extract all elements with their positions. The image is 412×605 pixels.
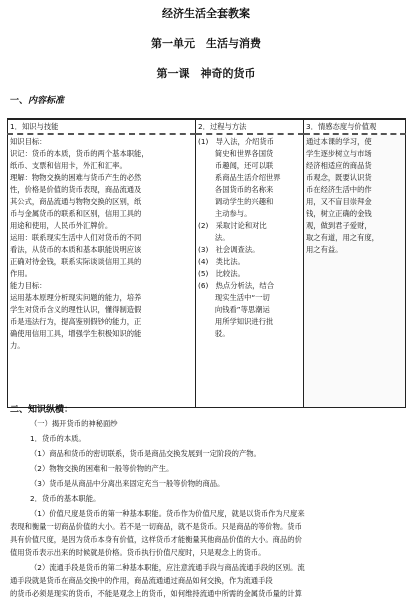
section-number: 一、	[10, 96, 29, 106]
header-knowledge-skills: 1．知识与技能	[8, 119, 196, 134]
paragraph-line: （2）流通手段是货币的第二种基本职能，应注意流通手段与商品流通手段的区别。流	[30, 563, 305, 572]
line: 学生对货币含义的理性认识，懂得制造假	[10, 305, 142, 314]
section-knowledge	[10, 405, 73, 416]
objectives-table	[7, 118, 406, 408]
line: 取之有道，用之有度，	[306, 233, 379, 242]
line: 用所学知识进行批	[198, 317, 274, 326]
subheading: （一）揭开货币的神秘面纱	[30, 419, 118, 428]
section-label: 内容标准	[28, 96, 65, 106]
line: 性，价格是价值的货币表现，商品流通及	[10, 185, 142, 194]
line: 用之有益。	[306, 245, 343, 254]
section-content-standards	[10, 96, 64, 107]
process-methods-cell	[196, 134, 304, 408]
line: 用途和使用，人民币外汇牌价。	[10, 221, 113, 230]
line: 知识目标：	[10, 137, 47, 146]
line: (3) 社会调查法。	[198, 245, 260, 254]
emotion-values-cell	[304, 134, 406, 408]
line: (6) 热点分析法，结合	[198, 281, 275, 290]
line: 币与金属货币的联系和区别，信用工具的	[10, 209, 142, 218]
line: 看法，从货币的本质和基本职能说明应该	[10, 245, 142, 254]
line: 调动学生的兴趣和	[198, 197, 274, 206]
paragraph-line: 2．货币的基本职能。	[30, 494, 101, 503]
line: (1) 导入法，介绍货币	[198, 137, 275, 146]
line: 简史和世界各国货	[198, 149, 274, 158]
line: 其公式，商品流通与物物交换的区别，纸	[10, 197, 142, 206]
paragraph-line: （1）商品和货币的密切联系，货币是商品交换发展到一定阶段的产物。	[30, 449, 261, 458]
line: 用，又不盲目崇拜金	[306, 197, 372, 206]
line: 纸币、支票和信用卡，外汇和汇率。	[10, 161, 127, 170]
line: 作用。	[10, 269, 32, 278]
document-title: 经济生活全套教案	[162, 7, 250, 20]
line: 运用基本原理分析现实问题的能力，培养	[10, 293, 142, 302]
line: 识记：货币的本质，货币的两个基本职能，	[10, 149, 149, 158]
line: 现实生活中“一切	[198, 293, 270, 302]
unit-title: 第一单元 生活与消费	[151, 37, 261, 50]
paragraph-line: （2）物物交换的困难和一般等价物的产生。	[30, 464, 174, 473]
paragraph-line: （3）货币是从商品中分离出来固定充当一般等价物的商品。	[30, 479, 225, 488]
section-number: 二、	[10, 405, 29, 415]
paragraph-line: 具有价值尺度，是因为货币本身有价值，这样货币才能衡量其他商品价值的大小。商品的价	[10, 535, 302, 544]
line: 力。	[10, 341, 25, 350]
line: 学生逐步树立与市场	[306, 149, 372, 158]
line: 驳。	[198, 329, 230, 338]
paragraph-line: 值用货币表示出来的时候就是价格。货币执行价值尺度时，只是观念上的货币。	[10, 548, 266, 557]
line: 币在经济生活中的作	[306, 185, 372, 194]
paragraph-line: 表现和衡量一切商品价值的大小。若不是一切商品，就不是货币。只是商品的等价物。货币	[10, 522, 302, 531]
knowledge-skills-cell	[8, 134, 196, 408]
line: 理解：物物交换的困难与货币产生的必然	[10, 173, 142, 182]
line: (4) 类比法。	[198, 257, 245, 266]
paragraph-line: 的货币必须是现实的货币，不能是观念上的货币，如何维持流通中所需的金属货币量的计算	[10, 589, 302, 598]
line: 系商品生活介绍世界	[198, 173, 281, 182]
objectives-header-row	[8, 119, 406, 134]
line: 运用：联系现实生活中人们对货币的不同	[10, 233, 142, 242]
lesson-title: 第一课 神奇的货币	[156, 67, 256, 80]
objectives-body-row	[8, 134, 406, 408]
line: 通过本课的学习，使	[306, 137, 372, 146]
header-emotion-values: 3．情感态度与价值观	[304, 119, 406, 134]
line: 观，做到君子爱财，	[306, 221, 372, 230]
line: 币是违法行为，提高鉴别假钞的能力，正	[10, 317, 142, 326]
line: 经济相适应的商品货	[306, 161, 372, 170]
header-process-methods: 2．过程与方法	[196, 119, 304, 134]
line: 正确对待金钱，联系实际谈谈信用工具的	[10, 257, 142, 266]
paragraph-line: 1．货币的本质。	[30, 434, 86, 443]
section-label: 知识纵横：	[28, 405, 74, 415]
line: 法。	[198, 233, 230, 242]
line: 能力目标：	[10, 281, 47, 290]
line: 确使用信用工具，增强学生积极知识的能	[10, 329, 142, 338]
line: (5) 比较法。	[198, 269, 245, 278]
line: 币观念，既要认识货	[306, 173, 372, 182]
line: 各国货币的名称来	[198, 185, 274, 194]
line: 向钱看”等思潮运	[198, 305, 270, 314]
line: (2) 采取讨论和对比	[198, 221, 267, 230]
line: 币趣闻，还可以联	[198, 161, 274, 170]
line: 主动参与。	[198, 209, 252, 218]
paragraph-line: （1）价值尺度是货币的第一种基本职能。货币作为价值尺度，就是以货币作为尺度来	[30, 509, 305, 518]
line: 钱，树立正确的金钱	[306, 209, 372, 218]
paragraph-line: 通手段就是货币在商品交换中的作用，商品流通通过商品如何交换，作为流通手段	[10, 576, 273, 585]
